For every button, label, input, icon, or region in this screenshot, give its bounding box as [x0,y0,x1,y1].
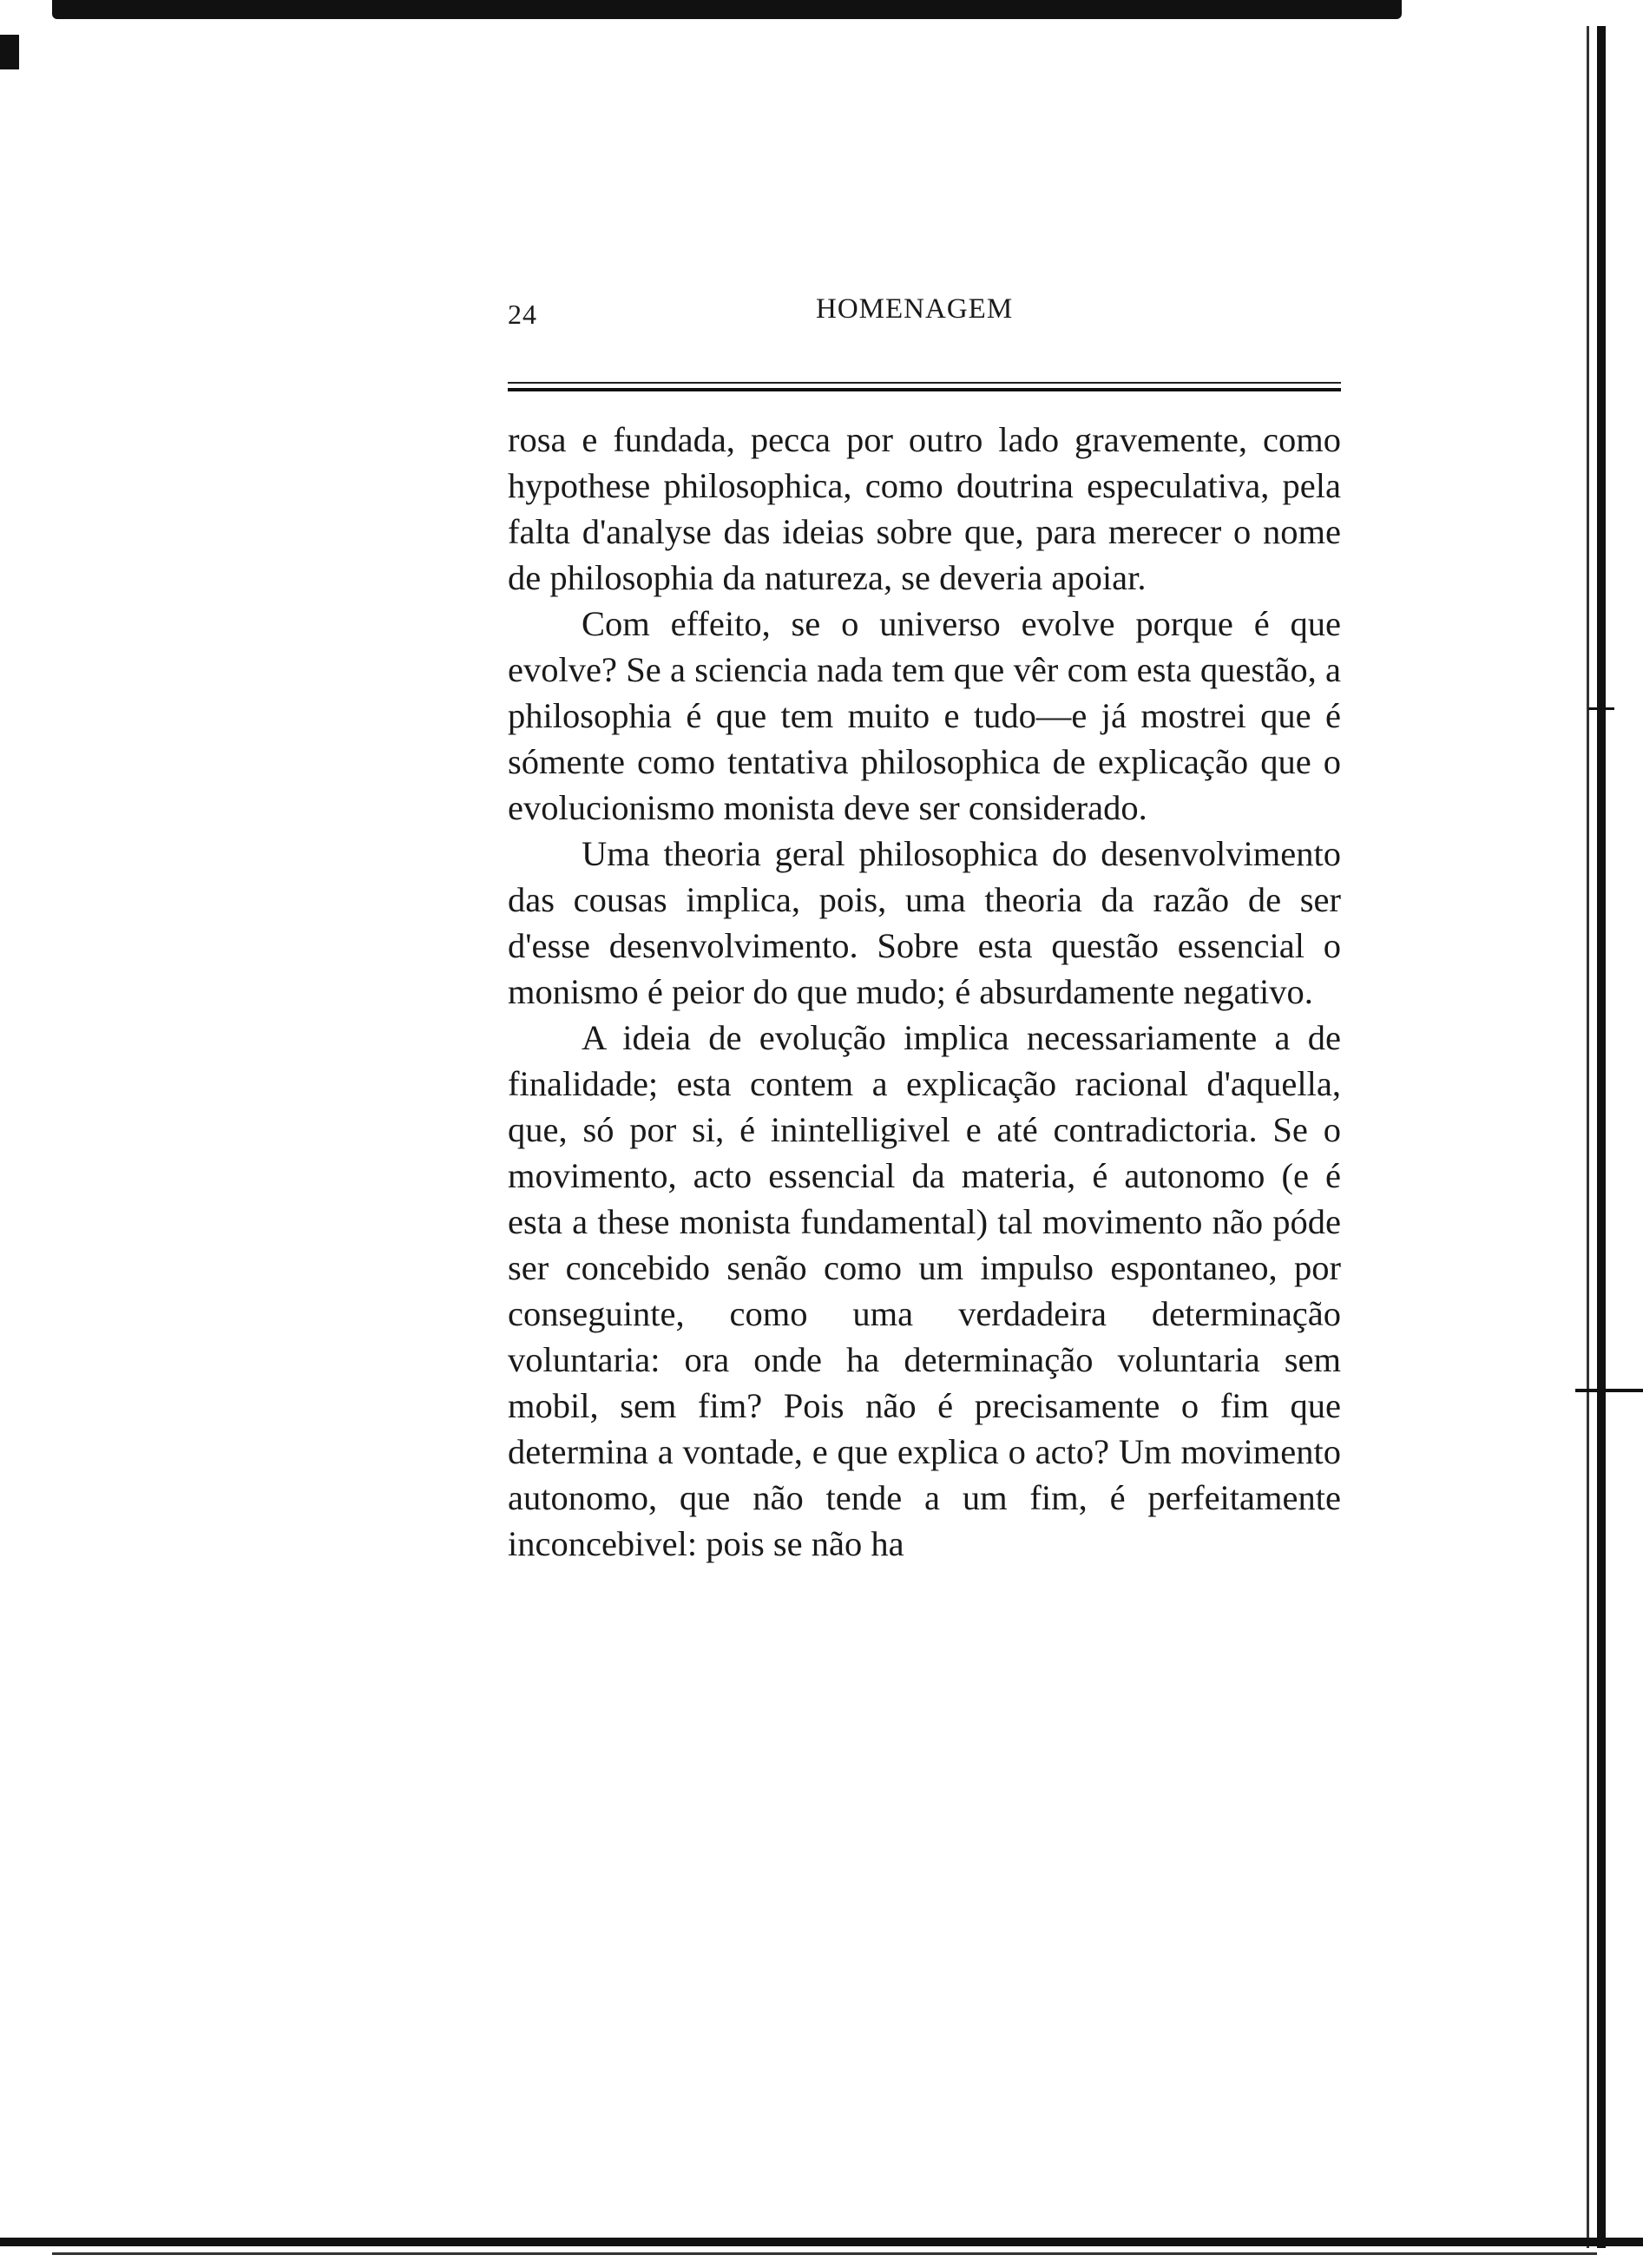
scan-border-right-inner [1587,26,1589,2248]
scan-border-right [1597,26,1606,2248]
running-head [508,286,1341,339]
paragraph: rosa e fundada, pecca por outro lado gravemente, como hypothese philosophica, como doutrina especulativa, pela falta d'analyse das ideias sobre que, para merecer o nome de philosophia da natureza, se deveria apoiar. [508,420,1341,597]
paragraph: Com effeito, se o universo evolve porque é que evolve? Se a sciencia nada tem que vêr com esta questão, a philosophia é que tem muito e tudo—e já mostrei que é sómente como tentativa philosophica de explicação que o evolucionismo monista deve ser considerado. [508,604,1341,827]
header-rule [508,382,1341,392]
body-text [508,417,1341,1567]
header-rule-thin [508,382,1341,384]
paragraph: Uma theoria geral philosophica do desenvolvimento das cousas implica, pois, uma theoria da razão de ser d'esse desenvolvimento. Sobre esta questão essencial o monismo é peior do que mudo; é absurdamente negativo. [508,834,1341,1011]
scan-mark-right [1575,1389,1643,1392]
scan-border-top [52,0,1402,19]
scan-border-bottom [0,2238,1643,2246]
page-number: 24 [508,299,537,330]
header-rule-thick [508,388,1341,391]
book-page [508,286,1341,1567]
scan-mark-left [0,35,19,69]
running-title: HOMENAGEM [816,293,1014,325]
scan-mark-right-small [1588,707,1614,710]
scan-border-bottom-inner [52,2252,1597,2255]
paragraph: A ideia de evolução implica necessariamente a de finalidade; esta contem a explicação racional d'aquella, que, só por si, é inintelligivel e até contradictoria. Se o movimento, acto essencial da materia, é autonomo (e é esta a these monista fundamental) tal movimento não póde ser concebido senão como um impulso espontaneo, por conseguinte, como uma verdadeira determinação voluntaria: ora onde ha determinação voluntaria sem mobil, sem fim? Pois não é precisamente o fim que determina a vontade, e que explica o acto? Um movimento autonomo, que não tende a um fim, é perfeitamente inconcebivel: pois se não ha [508,1018,1341,1563]
